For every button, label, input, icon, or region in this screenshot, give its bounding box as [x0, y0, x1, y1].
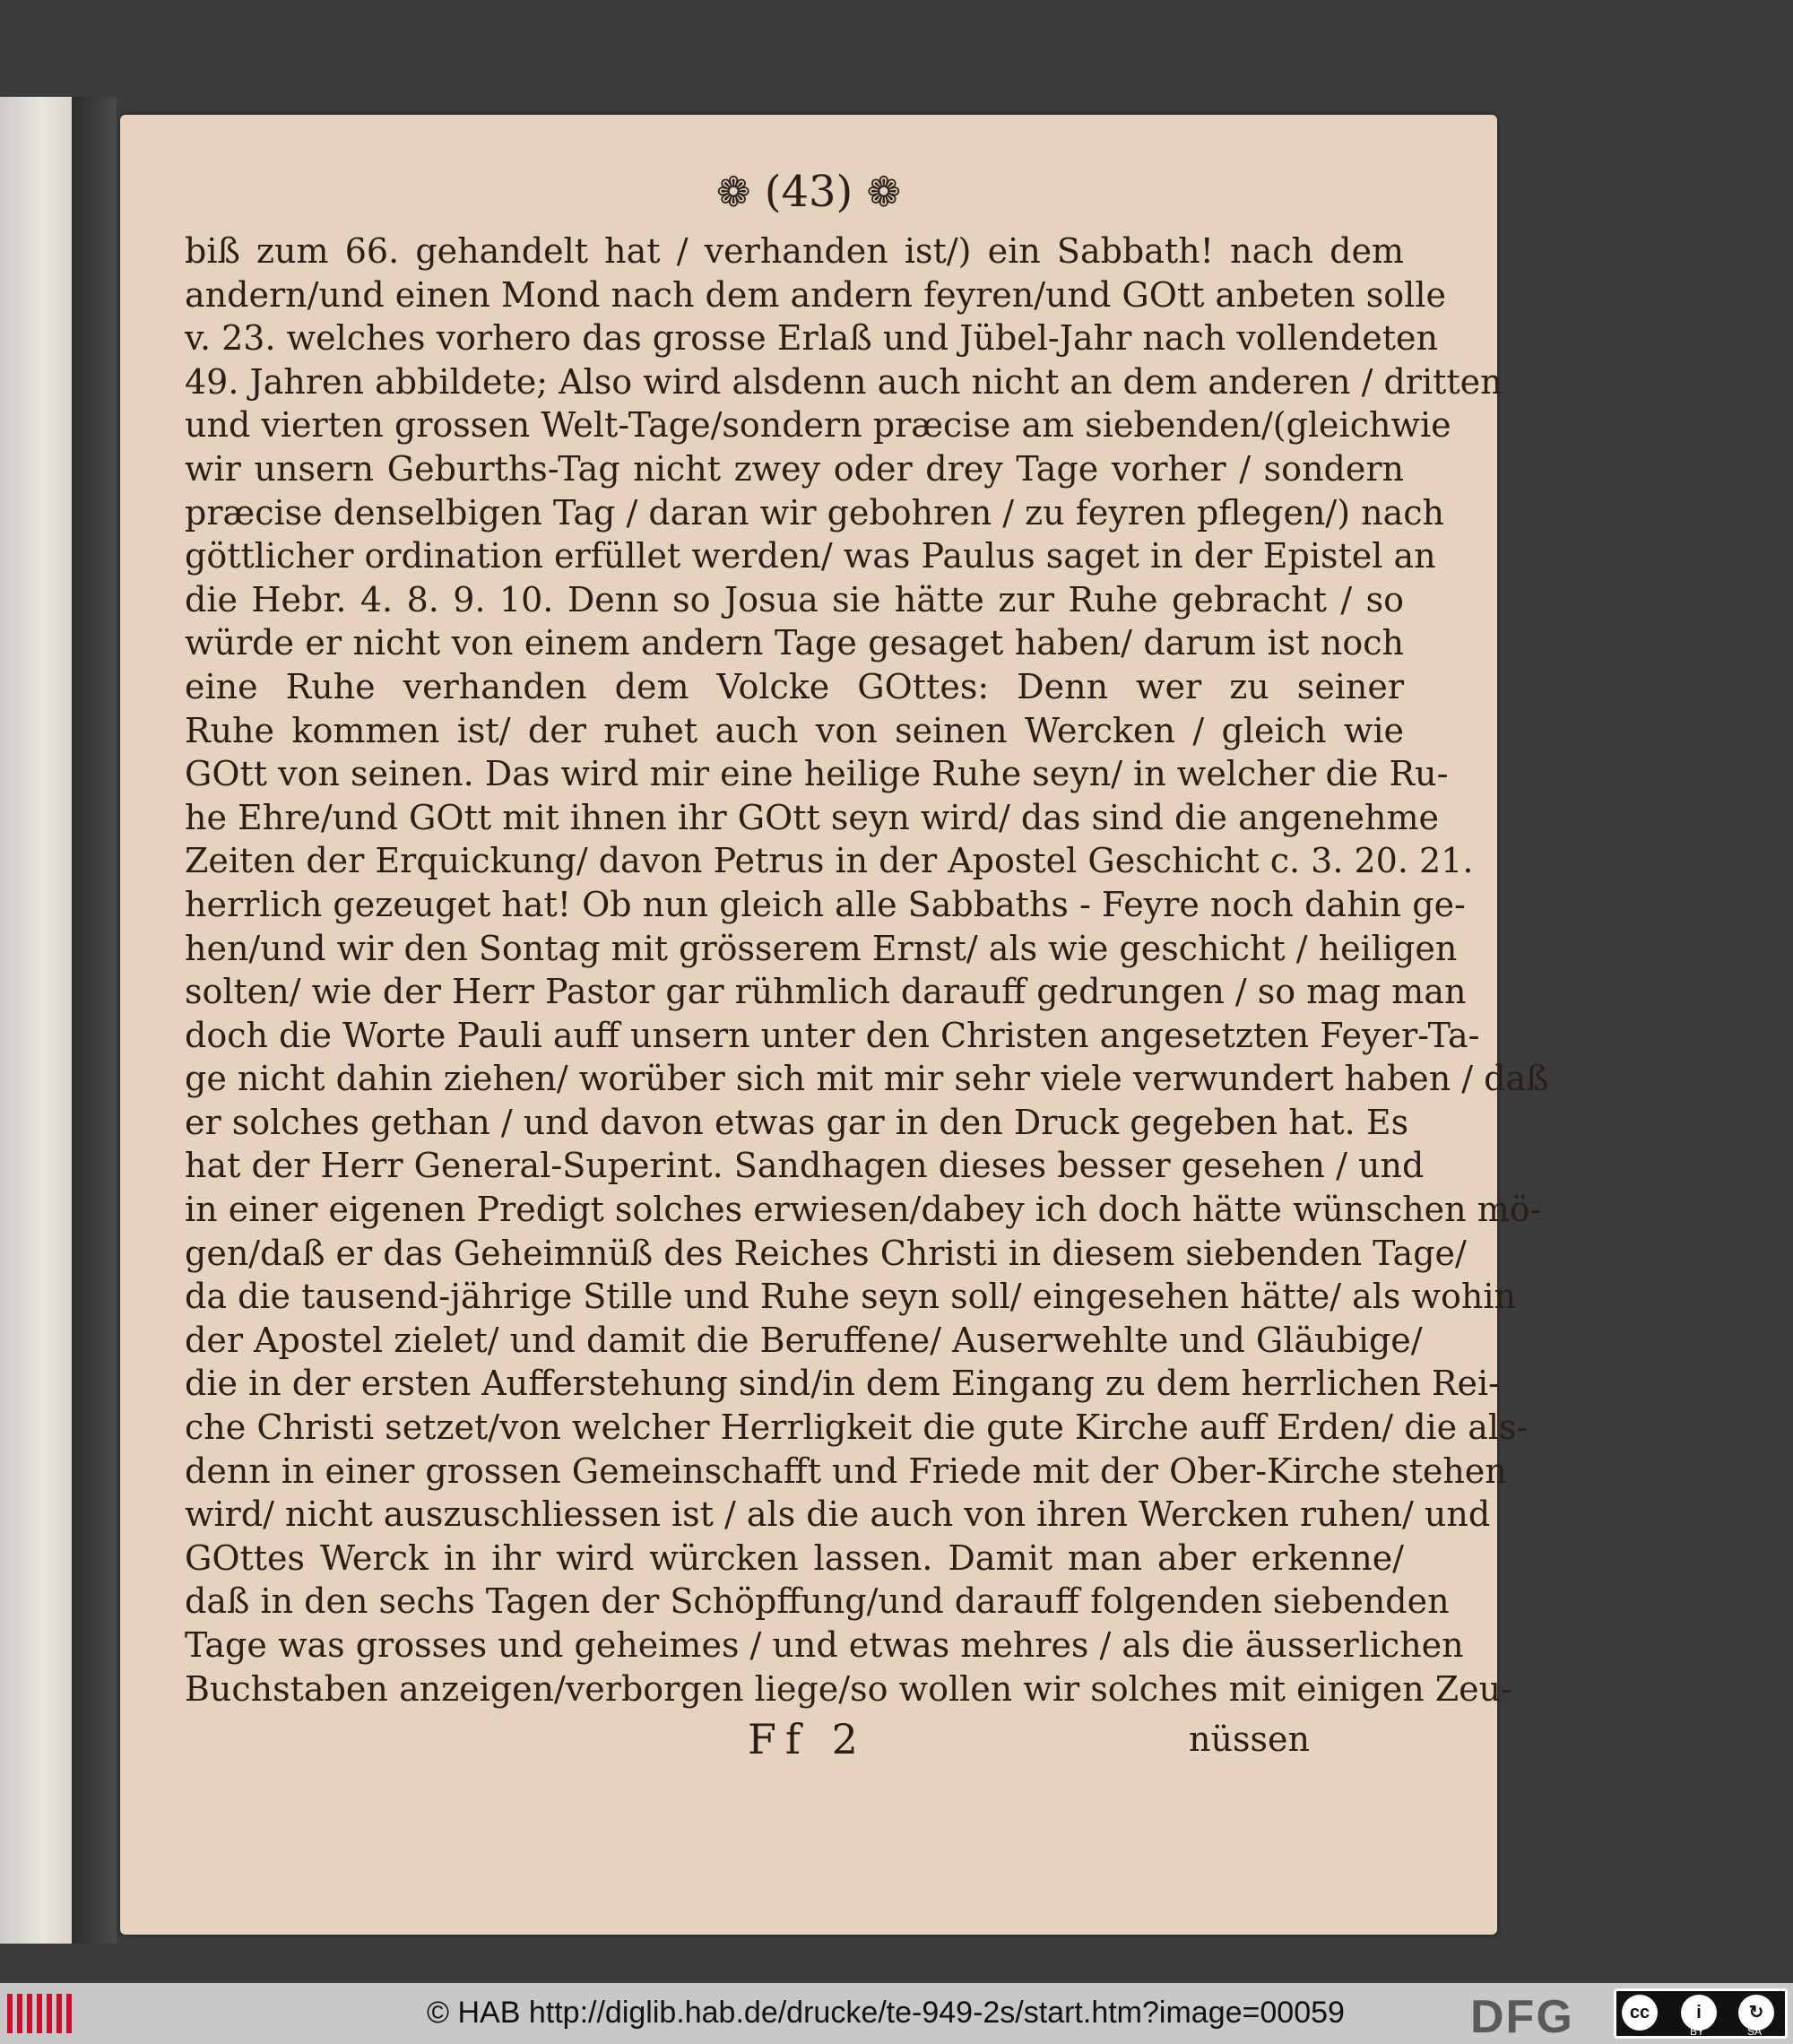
book-page [120, 115, 1549, 1935]
text-line: Ruhe kommen ist/ der ruhet auch von seinen Wercken / gleich wie [185, 710, 1404, 750]
text-line: doch die Worte Pauli auff unsern unter den Christen angesetzten Feyer-Ta- [185, 1015, 1480, 1055]
copyright-url[interactable]: © HAB http://diglib.hab.de/drucke/te-949-2s/start.htm?image=00059 [427, 1996, 1345, 2030]
text-line: herrlich gezeuget hat! Ob nun gleich alle Sabbaths - Feyre noch dahin ge- [185, 884, 1466, 924]
catchword: nüssen [1189, 1719, 1310, 1759]
text-line: göttlicher ordination erfüllet werden/ was Paulus saget in der Epistel an [185, 536, 1436, 576]
text-line: he Ehre/und GOtt mit ihnen ihr GOtt seyn wird/ das sind die angenehme [185, 797, 1439, 837]
sa-label: SA [1747, 2025, 1763, 2038]
text-line: hen/und wir den Sontag mit grösserem Ernst/ als wie geschicht / heiligen [185, 928, 1458, 968]
text-line: und vierten grossen Welt-Tage/sondern præcise am siebenden/(gleichwie [185, 405, 1451, 446]
flower-ornament-icon: ❁ [715, 168, 751, 216]
text-line: Zeiten der Erquickung/ davon Petrus in der Apostel Geschicht c. 3. 20. 21. [185, 841, 1474, 881]
cc-license-badge[interactable] [1614, 1988, 1788, 2039]
body-text [185, 230, 1549, 1711]
cc-icon: cc [1622, 1995, 1658, 2031]
flower-ornament-icon: ❁ [866, 168, 902, 216]
signature-mark: Ff 2 [748, 1715, 867, 1763]
text-line: wird/ nicht auszuschliessen ist / als die auch von ihren Wercken ruhen/ und [185, 1494, 1491, 1535]
page-header [120, 167, 1497, 217]
text-line: præcise denselbigen Tag / daran wir gebohren / zu feyren pflegen/) nach [185, 492, 1445, 533]
dfg-logo: DFG [1470, 1991, 1574, 2043]
text-line: der Apostel zielet/ und damit die Beruffene/ Auserwehlte und Gläubige/ [185, 1320, 1423, 1360]
text-line: hat der Herr General-Superint. Sandhagen dieses besser gesehen / und [185, 1146, 1425, 1186]
page-number: (43) [764, 167, 853, 217]
text-line: die in der ersten Aufferstehung sind/in dem Eingang zu dem herrlichen Rei- [185, 1364, 1501, 1404]
text-line: in einer eigenen Predigt solches erwiesen/dabey ich doch hätte wünschen mö- [185, 1190, 1542, 1230]
text-line: daß in den sechs Tagen der Schöpffung/und darauff folgenden siebenden [185, 1581, 1450, 1622]
text-line: solten/ wie der Herr Pastor gar rühmlich darauff gedrungen / so mag man [185, 972, 1467, 1012]
text-line: che Christi setzet/von welcher Herrligkeit die gute Kirche auff Erden/ die als- [185, 1407, 1529, 1448]
previous-page-edge [0, 97, 72, 1944]
text-line: er solches gethan / und davon etwas gar in den Druck gegeben hat. Es [185, 1102, 1409, 1142]
text-line: Buchstaben anzeigen/verborgen liege/so wollen wir solches mit einigen Zeu- [185, 1668, 1512, 1709]
text-line: wir unsern Geburths-Tag nicht zwey oder drey Tage vorher / sondern [185, 448, 1404, 489]
text-line: andern/und einen Mond nach dem andern feyren/und GOtt anbeten solle [185, 274, 1446, 315]
text-line: gen/daß er das Geheimnüß des Reiches Christi in diesem siebenden Tage/ [185, 1233, 1467, 1273]
text-line: GOttes Werck in ihr wird würcken lassen. Damit man aber erkenne/ [185, 1537, 1404, 1578]
text-line: die Hebr. 4. 8. 9. 10. Denn so Josua sie hätte zur Ruhe gebracht / so [185, 579, 1404, 619]
text-line: biß zum 66. gehandelt hat / verhanden ist/) ein Sabbath! nach dem [185, 231, 1404, 271]
hab-barcode-icon [7, 1994, 74, 2033]
text-line: 49. Jahren abbildete; Also wird alsdenn auch nicht an dem anderen / dritten [185, 361, 1503, 402]
text-line: ge nicht dahin ziehen/ worüber sich mit mir sehr viele verwundert haben / daß [185, 1059, 1549, 1099]
viewer-footer [0, 1983, 1793, 2044]
text-line: Tage was grosses und geheimes / und etwas mehres / als die äusserlichen [185, 1625, 1464, 1665]
attribution-icon: i [1681, 1995, 1717, 2031]
text-line: denn in einer grossen Gemeinschafft und Friede mit der Ober-Kirche stehen [185, 1451, 1507, 1491]
by-label: BY [1690, 2025, 1705, 2038]
text-line: würde er nicht von einem andern Tage gesaget haben/ darum ist noch [185, 623, 1404, 663]
share-alike-icon: ↻ [1738, 1995, 1774, 2031]
text-line: da die tausend-jährige Stille und Ruhe seyn soll/ eingesehen hätte/ als wohin [185, 1277, 1517, 1317]
text-line: v. 23. welches vorhero das grosse Erlaß und Jübel-Jahr nach vollendeten [185, 318, 1438, 359]
text-line: eine Ruhe verhanden dem Volcke GOttes: Denn wer zu seiner [185, 666, 1404, 706]
gutter-shadow [72, 97, 117, 1944]
text-line: GOtt von seinen. Das wird mir eine heilige Ruhe seyn/ in welcher die Ru- [185, 754, 1449, 794]
